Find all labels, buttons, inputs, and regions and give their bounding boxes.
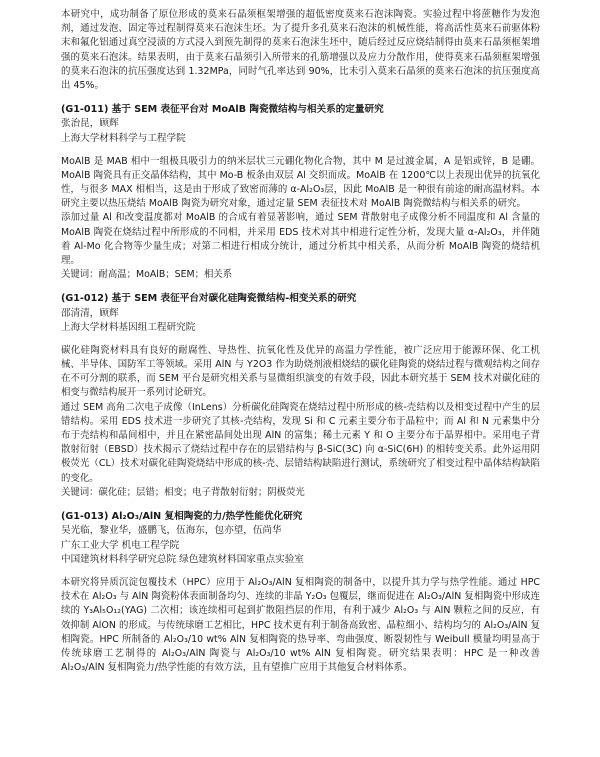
intro-paragraph: 本研究中，成功制备了原位形成的莫来石晶须框架增强的超低密度莫来石泡沫陶瓷。实验过程中将蔗糖作为发泡剂，通过发泡、固定等过程制得莫来石泡沫生坯。为了提升多孔莫来石泡沫的机械性能，将高活性莫来石前驱体粉末和氟化铝通过真空浸渍的方式浸入到预先制得的莫来石泡沫生坯中，随后经过反应烧结制得由莫来石晶须框架增强的莫来石泡沫。结果表明，由于莫来石晶须引入所带来的孔筋增强以及应力分散作用，使得莫来石晶须框架增强的莫来石泡沫的抗压强度达到 1.32MPa，同时气孔率达到 90%，比未引入莫来石晶须的莫来石泡沫的抗压强度高出 45%。 bbox=[61, 9, 540, 92]
abstract-g1-013 bbox=[61, 510, 540, 675]
abstract-keywords: 关键词：碳化硅；层错；相变；电子背散射衍射；阴极荧光 bbox=[61, 486, 305, 498]
abstract-paragraph: MoAlB 是 MAB 相中一组极具吸引力的纳米层状三元硼化物化合物，其中 M 是过渡金属，A 是铝或锌，B 是硼。MoAlB 陶瓷具有正交晶体结构，其中 Mo-B 板条由双层 Al 交织而成。MoAlB 在 1200℃以上表现出优异的抗氧化性，与很多 MAX 相相当，这是由于形成了致密而薄的 α-Al₂O₃层，因此 MoAlB 是一种很有前途的耐高温材料。本研究主要以热压烧结 MoAlB 陶瓷为研究对象，通过定量 SEM 表征技术对 MoAlB 陶瓷微结构与相关系的研究。 bbox=[61, 155, 540, 210]
abstract-keywords: 关键词：耐高温；MoAlB；SEM；相关系 bbox=[61, 269, 233, 281]
abstract-g1-012 bbox=[61, 292, 540, 500]
section-gap bbox=[61, 500, 540, 510]
abstract-affiliation-secondary: 中国建筑材料科学研究总院 绿色建筑材料国家重点实验室 bbox=[61, 554, 304, 566]
abstract-title: (G1-013) Al₂O₃/AlN 复相陶瓷的力/热学性能优化研究 bbox=[61, 511, 303, 523]
abstract-paragraph: 碳化硅陶瓷材料具有良好的耐腐性、导热性、抗氧化性及优异的高温力学性能，被广泛应用于能源环保、化工机械、半导体、国防军工等领域。采用 AlN 与 Y2O3 作为助烧剂液相烧结的碳化硅陶瓷的烧结过程与微观结构之间存在不可分割的联系，而 SEM 平台是研究相关系与显微组织演变的有效手段，因此本研究基于 SEM 技术对碳化硅的相变与微结构展开一系列讨论研究。 bbox=[61, 344, 540, 399]
abstract-title: (G1-011) 基于 SEM 表征平台对 MoAlB 陶瓷微结构与相关系的定量研究 bbox=[61, 104, 384, 116]
abstract-affiliation: 上海大学材料科学与工程学院 bbox=[61, 133, 186, 145]
section-gap bbox=[61, 282, 540, 292]
abstract-authors: 张治昆，顾辉 bbox=[61, 118, 119, 130]
abstract-title: (G1-012) 基于 SEM 表征平台对碳化硅陶瓷微结构-相变关系的研究 bbox=[61, 293, 357, 305]
abstract-paragraph: 添加过量 Al 和改变温度都对 MoAlB 的合成有着显著影响，通过 SEM 背散射电子成像分析不同温度和 Al 含量的 MoAlB 陶瓷在烧结过程中所形成的不同相，并采用 EDS 技术对其中相进行定性分析，发现大量 α-Al₂O₃，并伴随着 Al-Mo 化合物等少量生成；对第二相进行相成分统计，通过分析其中相关系，从而分析 MoAlB 陶瓷的烧结机理。 bbox=[61, 212, 540, 267]
abstract-affiliation: 上海大学材料基因组工程研究院 bbox=[61, 322, 196, 334]
abstract-g1-011 bbox=[61, 103, 540, 282]
abstract-authors: 邵清清，顾辉 bbox=[61, 307, 119, 319]
abstract-paragraph: 本研究将异质沉淀包覆技术（HPC）应用于 Al₂O₃/AlN 复相陶瓷的制备中，以提升其力学与热学性能。通过 HPC 技术在 Al₂O₃ 与 AlN 陶瓷粉体表面制备均匀、连续的非晶 Y₂O₃ 包覆层，继而促进在 Al₂O₃/AlN 复相陶瓷中形成连续的 Y₃Al₅O₁₂(YAG) 二次相；该连续相可起到扩散阻挡层的作用，有利于减少 Al₂O₃ 与 AlN 颗粒之间的反应，有效抑制 AlON 的形成。与传统球磨工艺相比，HPC 技术更有利于制备高致密、晶粒细小、结构均匀的 Al₂O₃/AlN 复相陶瓷。HPC 所制备的 Al₂O₃/10 wt% AlN 复相陶瓷的热导率、弯曲强度、断裂韧性与 Weibull 模量均明显高于传统球磨工艺制得的 Al₂O₃/AlN 陶瓷与 Al₂O₃/10 wt% AlN 复相陶瓷。研究结果表明：HPC 是一种改善 Al₂O₃/AlN 复相陶瓷力/热学性能的有效方法，且有望推广应用于其他复合材料体系。 bbox=[61, 577, 540, 674]
abstract-authors: 吴光临，黎业华，盛鹏飞，伍海东，包亦望，伍尚华 bbox=[61, 525, 282, 537]
abstract-paragraph: 通过 SEM 高角二次电子成像（InLens）分析碳化硅陶瓷在烧结过程中所形成的核-壳结构以及相变过程中产生的层错结构。采用 EDS 技术进一步研究了其核-壳结构，发现 Si 和 C 元素主要分布于晶粒中；而 Al 和 N 元素集中分布于壳结构和晶间相中，并且在紧密晶间处出现 AlN 的富集；稀土元素 Y 和 O 主要分布于晶界相中。采用电子背散射衍射（EBSD）技术揭示了烧结过程中存在的层错结构与 β-SiC(3C) 向 α-SiC(6H) 的相转变关系。此外运用阴极荧光（CL）技术对碳化硅陶瓷烧结中形成的核-壳、层错结构缺陷进行测试，系统研究了相变过程中晶体结构缺陷的变化。 bbox=[61, 401, 540, 484]
abstract-affiliation: 广东工业大学 机电工程学院 bbox=[61, 539, 180, 551]
